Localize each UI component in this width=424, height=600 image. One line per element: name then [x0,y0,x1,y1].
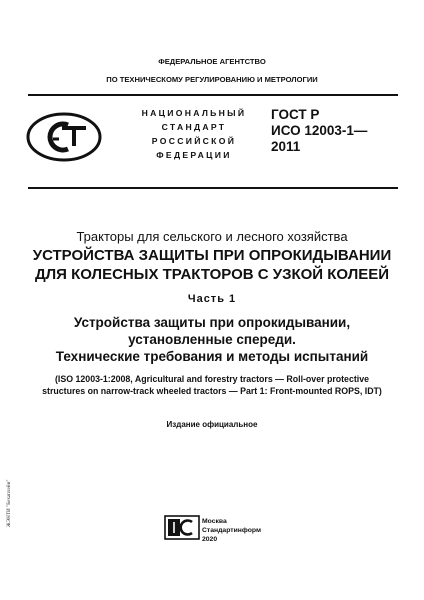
iso-reference-line: (ISO 12003-1:2008, Agricultural and forestry tractors — Roll-over protective [54,374,370,384]
top-rule [28,94,398,96]
national-standard-label [134,106,254,162]
iso-reference-line: structures on narrow-track wheeled tractors — Part 1: Front-mounted ROPS, IDT) [42,386,382,396]
national-standard-line: СТАНДАРТ [161,122,227,132]
subtitle-line: Технические требования и методы испытаний [55,349,369,364]
national-standard-line: РОССИЙСКОЙ [151,136,237,146]
margin-note: ЖЭНТИ "Бехаплейн" [6,479,12,527]
bottom-rule [28,187,398,189]
agency-name-line-2: ПО ТЕХНИЧЕСКОМУ РЕГУЛИРОВАНИЮ И МЕТРОЛОГИИ [106,75,318,84]
publication-city: Москва [202,518,227,525]
national-standard-line: ФЕДЕРАЦИИ [156,150,232,160]
designation-line: ГОСТ Р [271,107,320,122]
part-number: Часть 1 [187,293,237,305]
document-subject: Тракторы для сельского и лесного хозяйства [76,229,348,244]
document-subtitle [24,314,400,365]
national-standard-line: НАЦИОНАЛЬНЫЙ [141,108,247,118]
agency-name-line-1: ФЕДЕРАЛЬНОЕ АГЕНТСТВО [158,57,266,66]
title-line: УСТРОЙСТВА ЗАЩИТЫ ПРИ ОПРОКИДЫВАНИИ [32,247,392,264]
subtitle-line: установленные спереди. [128,332,296,347]
standartinform-logo-icon [164,515,200,540]
title-line: ДЛЯ КОЛЕСНЫХ ТРАКТОРОВ С УЗКОЙ КОЛЕЕЙ [34,266,390,283]
publisher-name: Стандартинформ [202,527,261,534]
edition-note: Издание официальное [166,420,258,429]
standard-designation [271,107,381,155]
designation-line: ИСО 12003-1— [271,123,368,138]
publisher-info [202,517,282,544]
subtitle-line: Устройства защиты при опрокидывании, [73,315,351,330]
publication-year: 2020 [202,536,218,543]
document-title [24,246,400,284]
iso-reference [30,373,394,397]
gost-r-certification-logo-icon [26,112,102,162]
designation-line: 2011 [271,139,301,154]
